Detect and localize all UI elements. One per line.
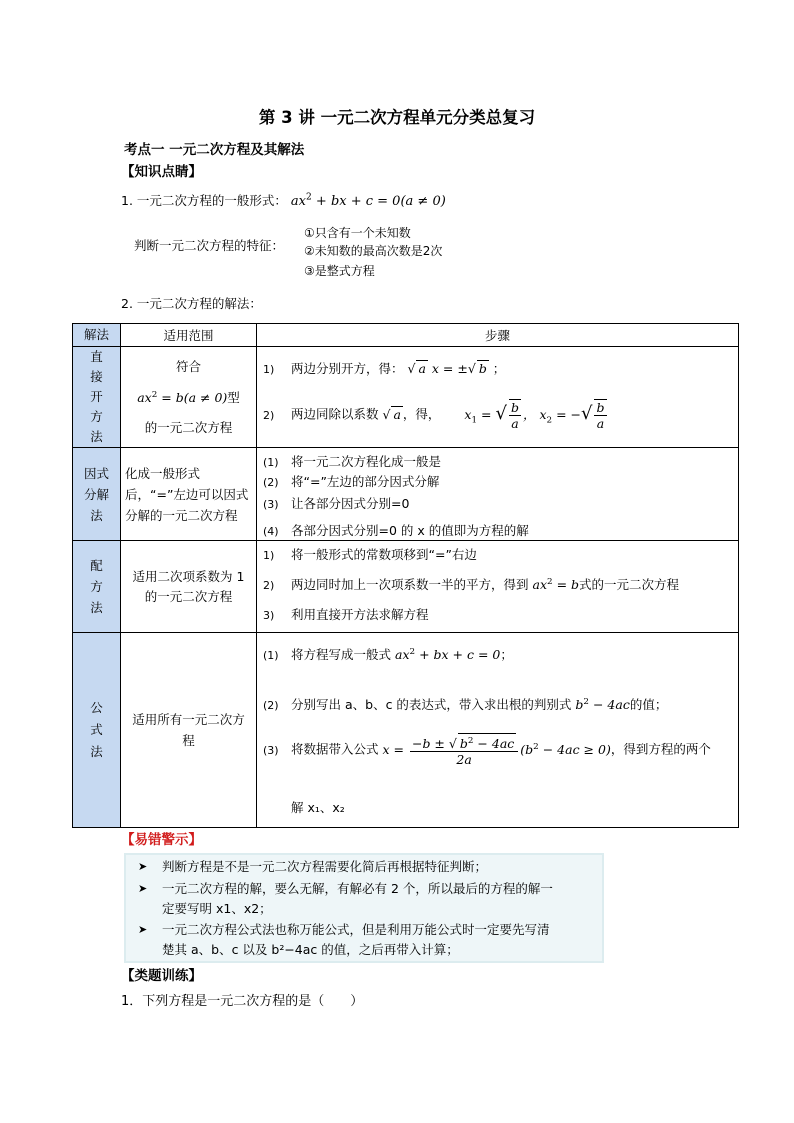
feature-item: ②未知数的最高次数是2次 xyxy=(304,244,443,258)
solutions-label: 2. 一元二次方程的解法： xyxy=(121,296,262,311)
section-heading: 考点一 一元二次方程及其解法 xyxy=(124,142,305,158)
arrow-bullet-icon: ➤ xyxy=(138,923,148,936)
method-cell: 因式分解法 xyxy=(73,448,121,541)
warning-item: 一元二次方程的解，要么无解，有解必有 2 个，所以最后的方程的解一 xyxy=(162,881,553,896)
warning-item: 楚其 a、b、c 以及 b²−4ac 的值，之后再带入计算； xyxy=(162,942,459,957)
warning-item: 判断方程是不是一元二次方程需要化简后再根据特征判断； xyxy=(162,859,488,874)
steps-cell: 1) 两边分别开方，得： √ a x = ±√ b ； 2) 两边同除以系数 √ a ，得， $x_1$ = √ $\frac{b}{a}$ ， $x_2$ = −√ $\frac{b}{a}$ xyxy=(257,347,739,448)
warning-label: 【易错警示】 xyxy=(121,832,202,848)
steps-cell: (1) 将一元二次方程化成一般是 (2) 将“=”左边的部分因式分解 (3) 让各部分因式分别=0 (4) 各部分因式分别=0 的 x 的值即为方程的解 xyxy=(257,448,739,541)
practice-label: 【类题训练】 xyxy=(121,968,202,984)
steps-cell: 1) 将一般形式的常数项移到“=”右边 2) 两边同时加上一次项系数一半的平方，得到 $ax^2 = b$式的一元二次方程 3) 利用直接开方法求解方程 xyxy=(257,541,739,633)
scope-cell: 适用所有一元二次方程 xyxy=(121,633,257,828)
feature-label: 判断一元二次方程的特征： xyxy=(134,238,285,253)
scope-cell: 适用二次项系数为 1的一元二次方程 xyxy=(121,541,257,633)
table-row xyxy=(73,541,739,633)
feature-item: ③是整式方程 xyxy=(304,264,375,278)
table-row xyxy=(73,633,739,828)
header-method: 解法 xyxy=(73,324,121,347)
knowledge-label: 【知识点睛】 xyxy=(121,164,202,180)
method-cell: 直接开方法 xyxy=(73,347,121,448)
arrow-bullet-icon: ➤ xyxy=(138,860,148,873)
table-row xyxy=(73,448,739,541)
scope-cell: 化成一般形式后，“=”左边可以因式分解的一元二次方程 xyxy=(121,448,257,541)
header-scope: 适用范围 xyxy=(121,324,257,347)
question-1: 1．下列方程是一元二次方程的是（ ） xyxy=(121,994,364,1009)
feature-item: ①只含有一个未知数 xyxy=(304,226,411,240)
method-cell: 公式法 xyxy=(73,633,121,828)
warning-item: 定要写明 x1、x2； xyxy=(162,901,272,916)
general-form-label: 1. 一元二次方程的一般形式： xyxy=(121,193,287,208)
table-row xyxy=(73,347,739,448)
header-steps: 步骤 xyxy=(257,324,739,347)
general-form-formula: $ax^2$ + bx + c = 0(a ≠ 0) xyxy=(290,192,446,209)
warning-item: 一元二次方程公式法也称万能公式，但是利用万能公式时一定要先写清 xyxy=(162,922,550,937)
general-form-line xyxy=(121,191,446,209)
roots-label: 解 x₁、x₂ xyxy=(291,800,345,815)
scope-cell: 符合 $ax^2 = b(a \ne 0)$型 的一元二次方程 xyxy=(121,347,257,448)
method-cell: 配方法 xyxy=(73,541,121,633)
warning-box xyxy=(124,853,604,963)
arrow-bullet-icon: ➤ xyxy=(138,882,148,895)
steps-cell: (1) 将方程写成一般式 $ax^2$ + bx + c = 0； (2) 分别写出 a、b、c 的表达式，带入求出根的判别式 $b^2 - 4ac$的值； (3) 将数据带入公式 x = $\frac{-b \pm √ b^2 - 4ac}{2a}$ $(b^2 - 4ac \ge 0)$，得到方程的两个 解 x₁、x₂ xyxy=(257,633,739,828)
methods-table xyxy=(72,323,739,828)
page-title: 第 3 讲 一元二次方程单元分类总复习 xyxy=(258,108,536,127)
